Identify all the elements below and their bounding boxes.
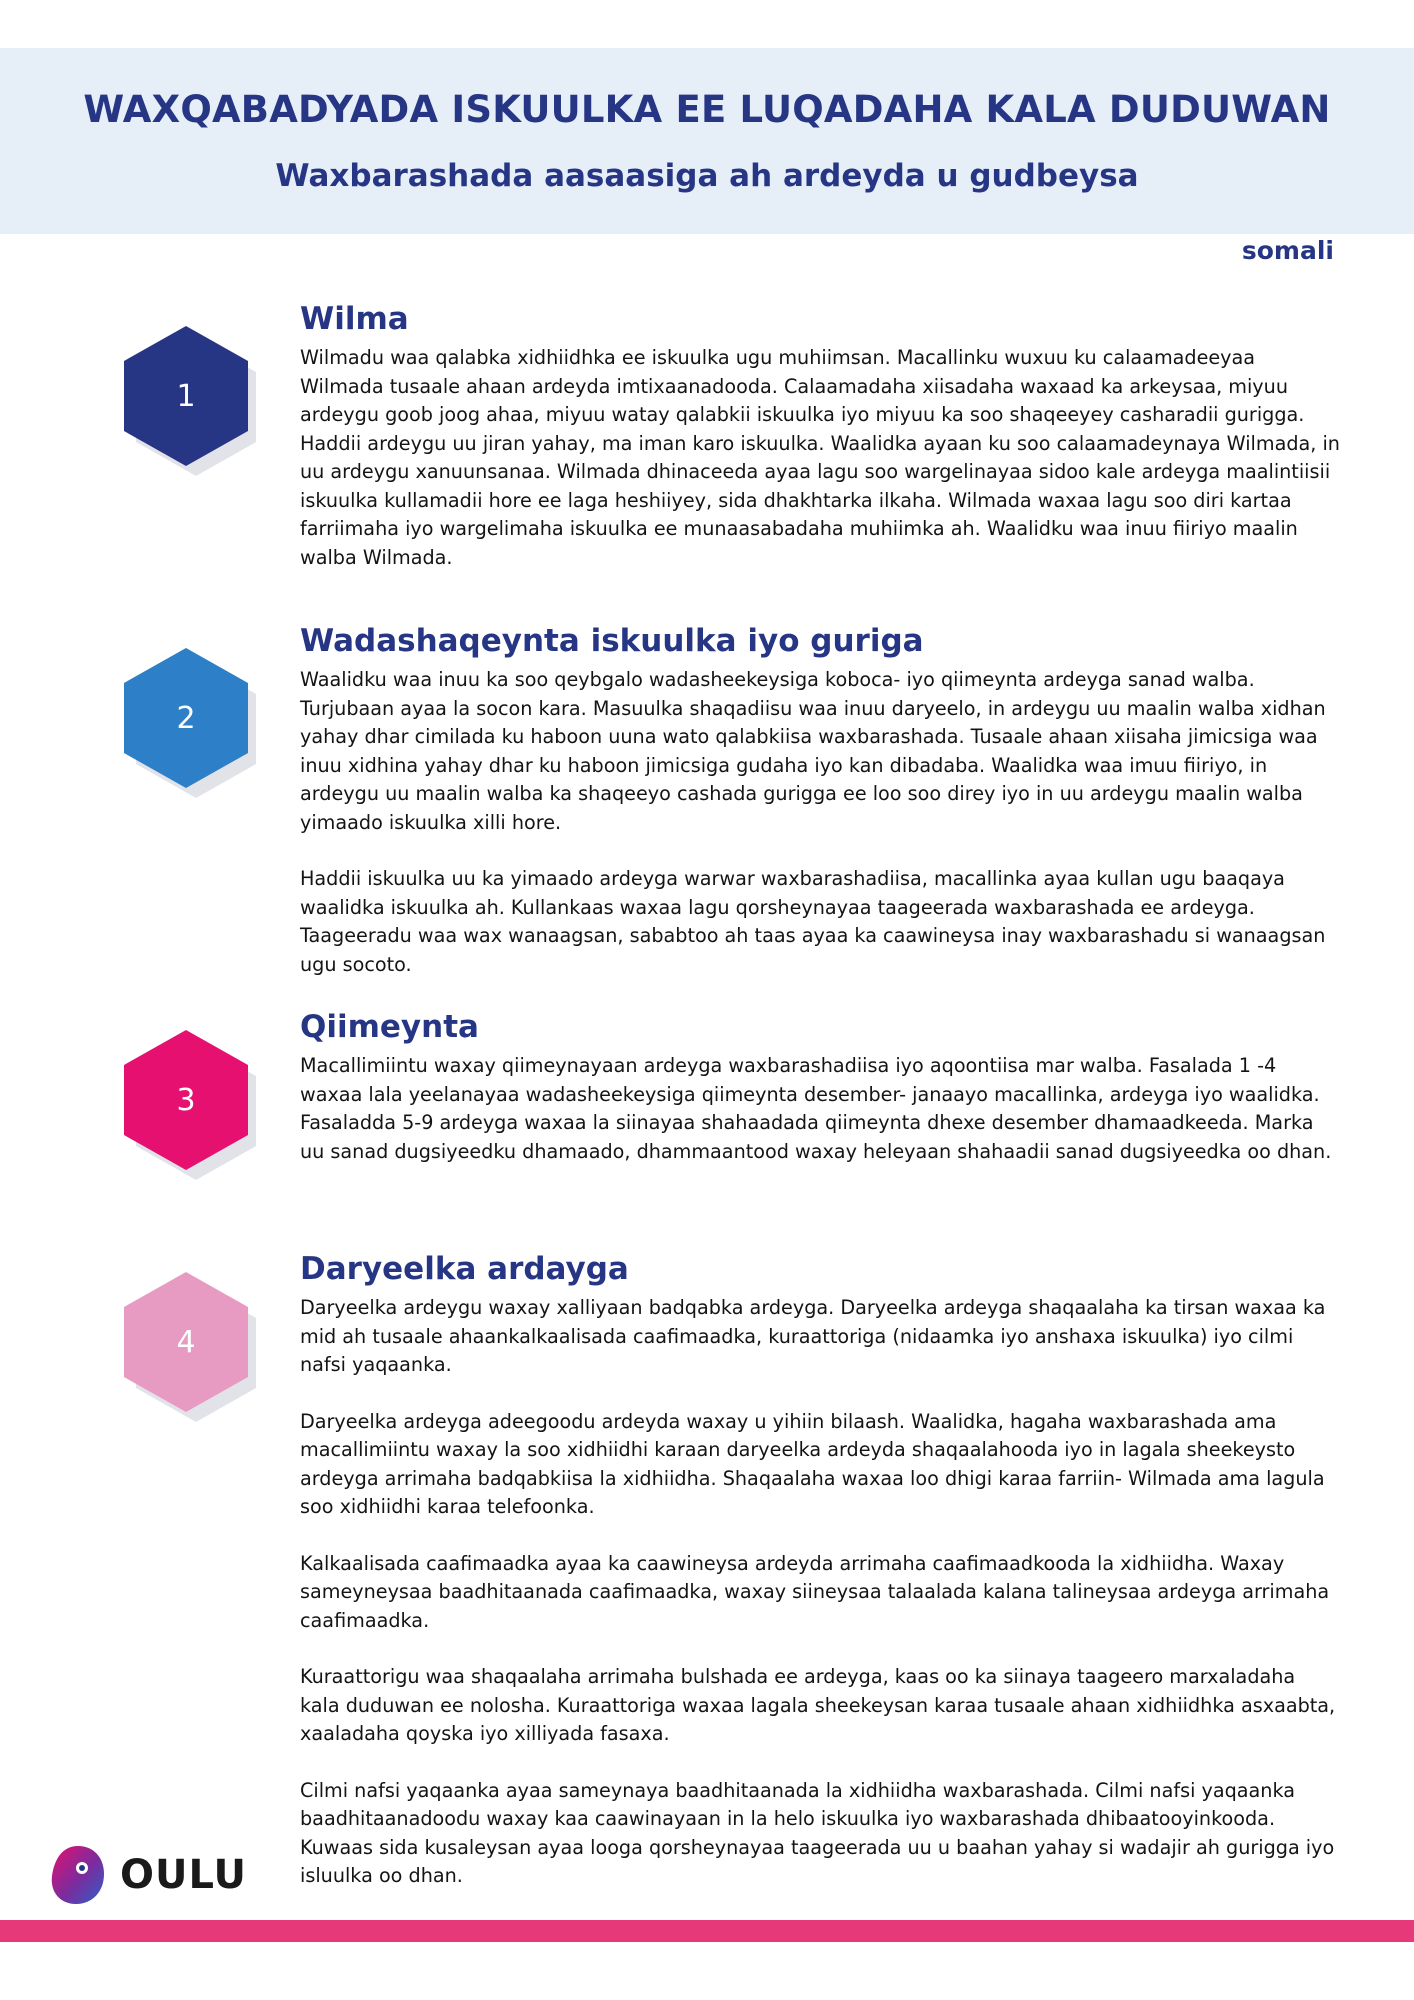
section-number-badge-3 <box>124 1030 248 1170</box>
header-band <box>0 48 1414 234</box>
oulu-logo <box>48 1844 247 1906</box>
section-paragraph: Kalkaalisada caafimaadka ayaa ka caawineysa ardeyda arrimaha caafimaadkooda la xidhiidha. Waxay sameyneysaa baadhitaanada caafimaadka, waxay siineysaa talaalada kalana talineysaa ardeyga arrimaha caafimaadka. <box>300 1551 1330 1632</box>
section-paragraph: Macallimiintu waxay qiimeynayaan ardeyga waxbarashadiisa iyo aqoontiisa mar walba. Fasalada 1 -4 waxaa lala yeelanayaa wadasheekeysiga qiimeynta desember- janaayo macallinka, ardeyga iyo waalidka. Fasaladda 5-9 ardeyga waxaa la siinayaa shahaadada qiimeynta dhexe desember dhamaadkeeda. Marka uu sanad dugsiyeedku dhamaado, dhammaantood waxay heleyaan shahaadii sanad dugsiyeedka oo dhan. <box>300 1054 1332 1163</box>
section-paragraph: Waalidku waa inuu ka soo qeybgalo wadasheekeysiga koboca- iyo qiimeynta ardeyga sanad walba. Turjubaan ayaa la socon kara. Masuulka shaqadiisu waa inuu daryeelo, in ardeygu uu maalin walba xidhan yahay dhar cimilada ku haboon uuna wato qalabkiisa waxbarashada. Tusaale ahaan xiisaha jimicsiga waa inuu xidhina yahay dhar ku haboon jimicsiga gudaha iyo kan dibadaba. Waalidka waa imuu fiiriyo, in ardeygu uu maalin walba ka shaqeeyo cashada gurigga ee loo soo direy iyo in uu ardeygu maalin walba yimaado iskuulka xilli hore. <box>300 668 1326 834</box>
section-number: 2 <box>176 700 196 736</box>
section-paragraph: Daryeelka ardeyga adeegoodu ardeyda waxay u yihiin bilaash. Waalidka, hagaha waxbarashada ama macallimiintu waxay la soo xidhiidhi karaan daryeelka ardeyda shaqaalahooda iyo in lagala sheekeysto ardeyga arrimaha badqabkiisa la xidhiidha. Shaqaalaha waxaa loo dhigi karaa farriin- Wilmada ama lagula soo xidhiidhi karaa telefoonka. <box>300 1409 1325 1518</box>
section-cooperation <box>300 622 1340 1007</box>
section-student-welfare <box>300 1250 1340 1919</box>
oulu-logo-icon <box>48 1844 106 1906</box>
page-subtitle: Waxbarashada aasaasiga ah ardeyda u gudbeysa <box>275 158 1139 194</box>
section-number-badge-1 <box>124 326 248 466</box>
language-label: somali <box>1241 236 1334 265</box>
section-paragraph: Daryeelka ardeygu waxay xalliyaan badqabka ardeyga. Daryeelka ardeyga shaqaalaha ka tirsan waxaa ka mid ah tusaale ahaankalkaalisada caafimaadka, kuraattoriga (nidaamka iyo anshaxa iskuulka) iyo cilmi nafsi yaqaanka. <box>300 1296 1326 1376</box>
section-paragraph: Cilmi nafsi yaqaanka ayaa sameynaya baadhitaanada la xidhiidha waxbarashada. Cilmi nafsi yaqaanka baadhitaanadoodu waxay kaa caawinayaan in la helo iskuulka iyo waxbarashada dhibaatooyinkooda. Kuwaas sida kusaleysan ayaa looga qorsheynayaa taageerada uu u baahan yahay si wadajir ah gurigga iyo isluulka oo dhan. <box>300 1778 1335 1887</box>
page-title: WAXQABADYADA ISKUULKA EE LUQADAHA KALA DUDUWAN <box>83 88 1331 131</box>
section-heading: Daryeelka ardayga <box>300 1251 629 1287</box>
section-paragraph: Haddii iskuulka uu ka yimaado ardeyga warwar waxbarashadiisa, macallinka ayaa kullan ugu baaqaya waalidka iskuulka ah. Kullankaas waxaa lagu qorsheynayaa taageerada waxbarashada ee ardeyga. Taageeradu waa wax wanaagsan, sababtoo ah taas ayaa ka caawineysa inay waxbarashadu si wanaagsan ugu socoto. <box>300 867 1326 976</box>
section-paragraph: Wilmadu waa qalabka xidhiidhka ee iskuulka ugu muhiimsan. Macallinku wuxuu ku calaamadeeyaa Wilmada tusaale ahaan ardeyda imtixaanadooda. Calaamadaha xiisadaha waxaad ka arkeysaa, miyuu ardeygu goob joog ahaa, miyuu watay qalabkii iskuulka iyo miyuu ka soo shaqeeyey casharadii gurigga. Haddii ardeygu uu jiran yahay, ma iman karo iskuulka. Waalidka ayaan ku soo calaamadeynaya Wilmada, in uu ardeygu xanuunsanaa. Wilmada dhinaceeda ayaa lagu soo wargelinayaa sidoo kale ardeyga maalintiisii iskuulka kullamadii hore ee laga heshiiyey, sida dhakhtarka ilkaha. Wilmada waxaa lagu soo diri kartaa farriimaha iyo wargelimaha iskuulka ee munaasabadaha muhiimka ah. Waalidku waa inuu fiiriyo maalin walba Wilmada. <box>300 346 1340 569</box>
footer-bar <box>0 1920 1414 1942</box>
section-heading: Wilma <box>300 301 409 337</box>
section-number-badge-2 <box>124 648 248 788</box>
section-heading: Wadashaqeynta iskuulka iyo guriga <box>300 623 924 659</box>
section-number: 3 <box>176 1082 196 1118</box>
section-number: 1 <box>176 378 196 414</box>
section-heading: Qiimeynta <box>300 1009 479 1045</box>
section-number-badge-4 <box>124 1272 248 1412</box>
section-wilma <box>300 300 1340 600</box>
oulu-logo-text: OULU <box>120 1852 248 1898</box>
section-assessment <box>300 1008 1340 1194</box>
section-number: 4 <box>176 1324 196 1360</box>
section-paragraph: Kuraattorigu waa shaqaalaha arrimaha bulshada ee ardeyga, kaas oo ka siinaya taageero marxaladaha kala duduwan ee nolosha. Kuraattoriga waxaa lagala sheekeysan karaa tusaale ahaan xidhiidhka asxaabta, xaaladaha qoyska iyo xilliyada fasaxa. <box>300 1665 1336 1745</box>
